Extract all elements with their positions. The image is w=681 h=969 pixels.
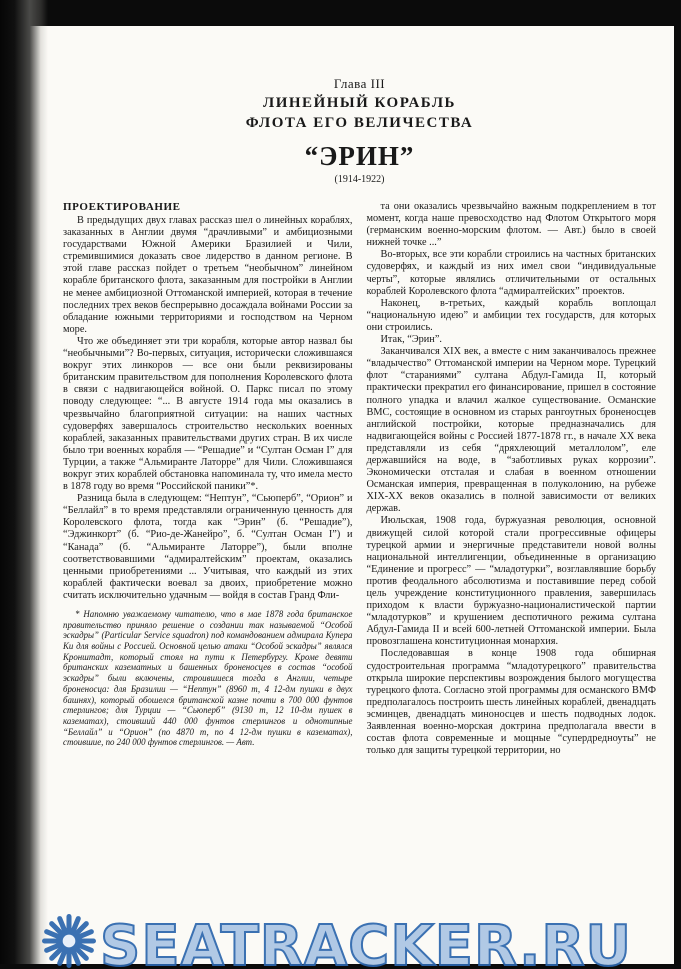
chapter-title-line-2: ФЛОТА ЕГО ВЕЛИЧЕСТВА <box>245 115 474 131</box>
ship-name-title: “ЭРИН” <box>304 141 415 171</box>
paragraph: Итак, “Эрин”. <box>380 334 442 346</box>
scan-border-bottom <box>0 964 681 969</box>
left-column <box>63 201 353 757</box>
paragraph: Заканчивался XIX век, а вместе с ним заканчивалось прежнее “владычество” Оттоманской империи на Черном море. Турецкий флот “стараниями” султана Абдул-Гамида II, который практически прекратил его финансирование, пришел в состояние полного упадка и влачил жалкое существование. Османские ВМС, состоящие в основном из старых рангоутных броненосцев английской постройки, которые предназначались для надвигающейся войны с Россией 1877-1878 гг., в начале XX века представляли из себя “дряхлеющий металлолом”, еле державшийся на воде, в “заботливых руках коррозии”. Экономически отсталая и слабая в военном отношении Османская империя, превращенная в полуколонию, на рубеже XIX-XX веков оказались в полной зависимости от великих держав. <box>366 346 656 515</box>
chapter-number: Глава III <box>333 76 386 91</box>
footnote <box>63 609 353 748</box>
scan-border-right <box>674 0 681 969</box>
scan-spine-shadow <box>0 0 48 969</box>
right-column <box>367 201 657 757</box>
watermark-text: SEATRACKER.RU <box>100 914 633 969</box>
paragraph: Последовавшая в конце 1908 года обширная судостроительная программа “младотурецкого” правительства открыла широкие перспективы возрождения былого могущества турецкого флота. Согласно этой программы для османского ВМФ предполагалось построить шесть линейных кораблей, двенадцать эсминцев, двенадцать миноносцев и шесть подводных лодок. Заявленная военно-морская доктрина предполагала ввести в состав флота современные и мощные “супердредноуты” не только для защиты турецкой территории, но <box>366 648 656 757</box>
paragraph: Июльская, 1908 года, буржуазная революция, основной движущей силой которой стали прогрессивные офицеры турецкой армии и энергичные представители новой волны национальной интеллигенции, объединенные в организацию “Единение и прогресс” — “младотурки”, возглавлявшие борьбу против феодального абсолютизма и поставившие перед собой цель учреждение конституционного правления, завершилась приходом к власти буржуазно-националистической партии “младотурков” и крушением деспотичного режима султана Абдул-Гамида II и всей 600-летней Оттоманской империи. Была провозглашена конституционная монархия. <box>366 515 656 648</box>
paragraph: В предыдущих двух главах рассказ шел о линейных кораблях, заказанных в Англии двумя “драчливыми” и амбициозными государствами Южной Америки Бразилией и Чили, стремившимися доказать свое лидерство в данном регионе. В этой главе рассказ пойдет о третьем “необычном” линейном корабле британского флота, заказанным для постройки в Англии не менее амбициозной Оттоманской империей, которая в течение последних трех веков беспрерывно досаждала войнами России за обладание южными территориями и господством на Черном море. <box>63 215 353 335</box>
paragraph: Во-вторых, все эти корабли строились на частных британских судоверфях, и каждый из них имел свои “индивидуальные черты”, которые являлись отличительными от остальных кораблей Королевского флота “адмиралтейских” проектов. <box>366 249 656 297</box>
paragraph: Разница была в следующем: “Нептун”, “Сьюперб”, “Орион” и “Беллайл” в то время представляли ограниченную ценность для Королевского флота, тогда как “Эрин” (б. “Решадие”), “Эджинкорт” (б. “Рио-де-Жанейро”, б. “Султан Осман I”) и “Канада” (б. “Альмиранте Латорре”), были вполне соответствовавшими “адмиралтейским” проектам, оказались ценными приобретениями ... Учитывая, что каждый из этих кораблей фактически воевал за двоих, приобретение можно считать исключительно удачным — войдя в состав Гранд Фли- <box>63 493 353 601</box>
chapter-title-line-1: ЛИНЕЙНЫЙ КОРАБЛЬ <box>263 95 456 111</box>
paragraph: та они оказались чрезвычайно важным подкреплением в тот момент, когда наше превосходство над Флотом Открытого моря (германским военно-морским флотом. — Авт.) было в своей нижней точке ...” <box>366 201 656 249</box>
page-content <box>48 26 674 964</box>
chapter-header <box>63 76 656 185</box>
paragraph: Наконец, в-третьих, каждый корабль воплощал “национальную идею” и амбиции тех государств, для которых они строились. <box>366 297 656 333</box>
paragraph: Что же объединяет эти три корабля, которые автор назвал бы “необычными”? Во-первых, ситуация, исторически сложившаяся вокруг этих линкоров — все они были реквизированы британским правительством для пополнения Королевского флота в связи с надвигающейся войной. О. Паркс писал по этому поводу следующее: “... В августе 1914 года мы оказались в чрезвычайно благоприятной ситуации: на наших частных судоверфях завершалось строительство нескольких военных кораблей, заказанных правительствами других стран. В их числе было три военных корабля — “Решадие” и “Султан Осман I” для Турции, а также “Альмиранте Латорре” для Чили. Сложившаяся вокруг этих кораблей обстановка напоминала ту, что имела место в 1878 году во время “Российской паники”*. <box>63 335 353 493</box>
section-heading: ПРОЕКТИРОВАНИЕ <box>63 201 181 213</box>
two-column-text <box>63 201 656 757</box>
scan-border-top <box>0 0 681 26</box>
ship-years: (1914-1922) <box>334 174 385 185</box>
footnote-text: * Напомню уважаемому читателю, что в мае 1878 года британское правительство приняло решение о создании так называемой “Особой эскадры” (Particular Service squadron) под командованием адмирала Купера Ки для войны с Россией. Основной целью атаки “Особой эскадры” являлся Кронштадт, который стоял на пути к Петербургу. Кроме девяти британских казематных и башенных броненосцев в состав “особой эскадры” были включены, строившиеся тогда в Англии, четыре броненосца: для Бразилии — “Нептун” (8960 т, 4 12-дм пушки в двух башнях), который обошелся британской казне почти в 700 000 фунтов стерлингов; для Турции — “Сьюперб” (9130 т, 12 10-дм пушек в казематах), стоивший 440 000 фунтов стерлингов и однотипные “Беллайл” и “Орион” (по 4870 т, по 4 12-дм пушки в казематах), стоившие, по 240 000 фунтов стерлингов. — Авт. <box>63 609 353 748</box>
